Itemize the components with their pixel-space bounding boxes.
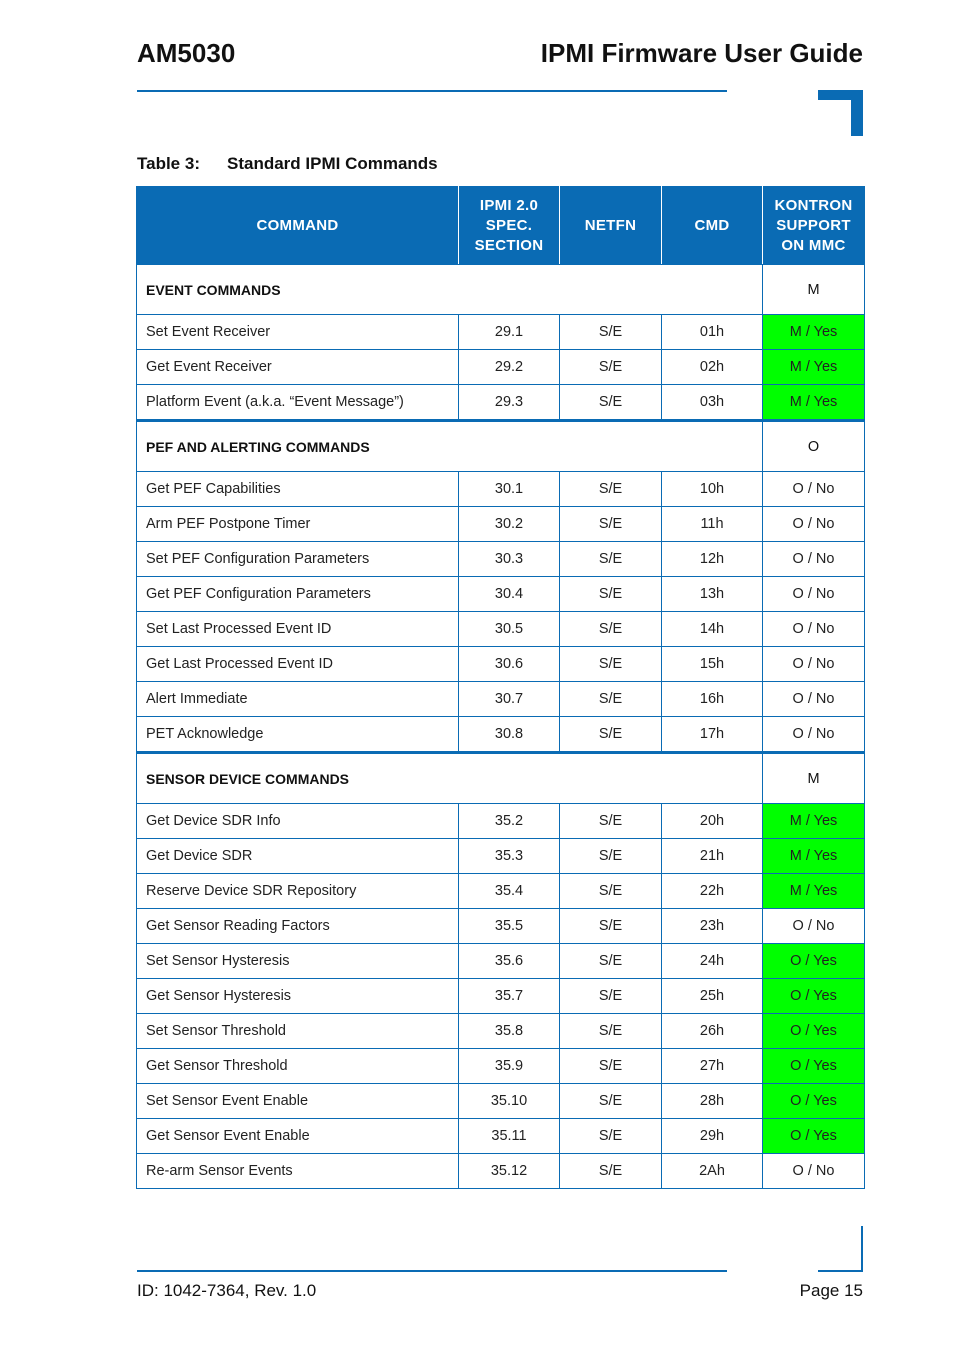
- spec-section-cell: 35.3: [459, 839, 560, 874]
- netfn-cell: S/E: [560, 1084, 662, 1119]
- command-cell: Get Sensor Hysteresis: [137, 979, 459, 1014]
- command-cell: Set Sensor Threshold: [137, 1014, 459, 1049]
- cmd-code-cell: 24h: [662, 944, 763, 979]
- support-cell: O / No: [763, 542, 865, 577]
- column-header-netfn: NETFN: [560, 187, 662, 265]
- support-cell: O / No: [763, 909, 865, 944]
- netfn-cell: S/E: [560, 350, 662, 385]
- spec-section-cell: 35.4: [459, 874, 560, 909]
- section-title: EVENT COMMANDS: [137, 265, 763, 315]
- netfn-cell: S/E: [560, 1154, 662, 1189]
- support-cell: M / Yes: [763, 874, 865, 909]
- table-body: [137, 265, 865, 1189]
- cmd-code-cell: 14h: [662, 612, 763, 647]
- section-title: PEF AND ALERTING COMMANDS: [137, 421, 763, 472]
- support-cell: O / Yes: [763, 1119, 865, 1154]
- cmd-code-cell: 13h: [662, 577, 763, 612]
- support-cell: O / Yes: [763, 944, 865, 979]
- support-cell: O / Yes: [763, 1084, 865, 1119]
- cmd-code-cell: 01h: [662, 315, 763, 350]
- cmd-code-cell: 17h: [662, 717, 763, 753]
- spec-section-cell: 30.8: [459, 717, 560, 753]
- netfn-cell: S/E: [560, 944, 662, 979]
- spec-section-cell: 35.11: [459, 1119, 560, 1154]
- page-number: Page 15: [799, 1281, 863, 1300]
- command-cell: Set Event Receiver: [137, 315, 459, 350]
- cmd-code-cell: 25h: [662, 979, 763, 1014]
- section-row: [137, 421, 865, 472]
- table-row: [137, 577, 865, 612]
- cmd-code-cell: 28h: [662, 1084, 763, 1119]
- spec-section-cell: 30.7: [459, 682, 560, 717]
- table-row: [137, 612, 865, 647]
- table-row: [137, 1119, 865, 1154]
- spec-section-cell: 35.12: [459, 1154, 560, 1189]
- cmd-code-cell: 23h: [662, 909, 763, 944]
- table-caption: [137, 154, 438, 174]
- netfn-cell: S/E: [560, 979, 662, 1014]
- spec-section-cell: 35.2: [459, 804, 560, 839]
- table-row: [137, 839, 865, 874]
- netfn-cell: S/E: [560, 507, 662, 542]
- cmd-code-cell: 29h: [662, 1119, 763, 1154]
- cmd-code-cell: 20h: [662, 804, 763, 839]
- netfn-cell: S/E: [560, 577, 662, 612]
- command-cell: Get Device SDR: [137, 839, 459, 874]
- spec-section-cell: 30.6: [459, 647, 560, 682]
- spec-section-cell: 29.1: [459, 315, 560, 350]
- cmd-code-cell: 16h: [662, 682, 763, 717]
- table-row: [137, 682, 865, 717]
- command-cell: Alert Immediate: [137, 682, 459, 717]
- table-row: [137, 804, 865, 839]
- table-row: [137, 1154, 865, 1189]
- column-header-support: KONTRON SUPPORT ON MMC: [763, 187, 865, 265]
- cmd-code-cell: 21h: [662, 839, 763, 874]
- netfn-cell: S/E: [560, 804, 662, 839]
- spec-section-cell: 30.4: [459, 577, 560, 612]
- ipmi-commands-table: [136, 186, 865, 1189]
- spec-section-cell: 30.2: [459, 507, 560, 542]
- spec-section-cell: 30.3: [459, 542, 560, 577]
- command-cell: Set Sensor Event Enable: [137, 1084, 459, 1119]
- netfn-cell: S/E: [560, 1049, 662, 1084]
- command-cell: Get Sensor Reading Factors: [137, 909, 459, 944]
- cmd-code-cell: 11h: [662, 507, 763, 542]
- section-row: [137, 753, 865, 804]
- footer-rule: [137, 1270, 727, 1272]
- cmd-code-cell: 02h: [662, 350, 763, 385]
- support-cell: O / No: [763, 612, 865, 647]
- section-mmc-support: M: [763, 753, 865, 804]
- support-cell: O / No: [763, 577, 865, 612]
- table-row: [137, 874, 865, 909]
- command-cell: Arm PEF Postpone Timer: [137, 507, 459, 542]
- command-cell: Get PEF Capabilities: [137, 472, 459, 507]
- header-corner-mark: [818, 90, 863, 136]
- table-row: [137, 944, 865, 979]
- netfn-cell: S/E: [560, 682, 662, 717]
- netfn-cell: S/E: [560, 839, 662, 874]
- spec-section-cell: 30.1: [459, 472, 560, 507]
- cmd-code-cell: 22h: [662, 874, 763, 909]
- spec-section-cell: 29.2: [459, 350, 560, 385]
- command-cell: Reserve Device SDR Repository: [137, 874, 459, 909]
- cmd-code-cell: 15h: [662, 647, 763, 682]
- table-number: Table 3:: [137, 154, 200, 173]
- netfn-cell: S/E: [560, 1119, 662, 1154]
- support-cell: M / Yes: [763, 315, 865, 350]
- table-row: [137, 647, 865, 682]
- spec-section-cell: 35.7: [459, 979, 560, 1014]
- command-cell: Get Device SDR Info: [137, 804, 459, 839]
- netfn-cell: S/E: [560, 1014, 662, 1049]
- table-row: [137, 979, 865, 1014]
- command-cell: Get Event Receiver: [137, 350, 459, 385]
- document-title: IPMI Firmware User Guide: [540, 38, 863, 68]
- section-title: SENSOR DEVICE COMMANDS: [137, 753, 763, 804]
- support-cell: M / Yes: [763, 385, 865, 421]
- support-cell: O / No: [763, 472, 865, 507]
- support-cell: O / No: [763, 717, 865, 753]
- support-cell: O / No: [763, 507, 865, 542]
- spec-section-cell: 35.10: [459, 1084, 560, 1119]
- column-header-cmd: CMD: [662, 187, 763, 265]
- cmd-code-cell: 12h: [662, 542, 763, 577]
- command-cell: Platform Event (a.k.a. “Event Message”): [137, 385, 459, 421]
- spec-section-cell: 29.3: [459, 385, 560, 421]
- table-row: [137, 542, 865, 577]
- netfn-cell: S/E: [560, 472, 662, 507]
- support-cell: O / No: [763, 647, 865, 682]
- section-row: [137, 265, 865, 315]
- table-row: [137, 1084, 865, 1119]
- netfn-cell: S/E: [560, 385, 662, 421]
- table-row: [137, 350, 865, 385]
- support-cell: O / Yes: [763, 1049, 865, 1084]
- command-cell: PET Acknowledge: [137, 717, 459, 753]
- command-cell: Set Sensor Hysteresis: [137, 944, 459, 979]
- table-row: [137, 909, 865, 944]
- support-cell: M / Yes: [763, 839, 865, 874]
- table-row: [137, 385, 865, 421]
- table-row: [137, 507, 865, 542]
- cmd-code-cell: 10h: [662, 472, 763, 507]
- table-row: [137, 717, 865, 753]
- table-title: Standard IPMI Commands: [227, 154, 438, 173]
- table-row: [137, 1014, 865, 1049]
- header-rule: [137, 90, 727, 92]
- spec-section-cell: 30.5: [459, 612, 560, 647]
- support-cell: O / Yes: [763, 1014, 865, 1049]
- cmd-code-cell: 2Ah: [662, 1154, 763, 1189]
- cmd-code-cell: 27h: [662, 1049, 763, 1084]
- support-cell: O / No: [763, 1154, 865, 1189]
- table-row: [137, 315, 865, 350]
- spec-section-cell: 35.6: [459, 944, 560, 979]
- command-cell: Get Sensor Threshold: [137, 1049, 459, 1084]
- column-header-spec-section: IPMI 2.0 SPEC. SECTION: [459, 187, 560, 265]
- product-name: AM5030: [137, 38, 236, 68]
- footer-corner-mark: [818, 1226, 863, 1272]
- command-cell: Set Last Processed Event ID: [137, 612, 459, 647]
- table-row: [137, 472, 865, 507]
- command-cell: Get Sensor Event Enable: [137, 1119, 459, 1154]
- spec-section-cell: 35.5: [459, 909, 560, 944]
- support-cell: M / Yes: [763, 350, 865, 385]
- command-cell: Get Last Processed Event ID: [137, 647, 459, 682]
- netfn-cell: S/E: [560, 542, 662, 577]
- column-header-command: COMMAND: [137, 187, 459, 265]
- netfn-cell: S/E: [560, 909, 662, 944]
- command-cell: Re-arm Sensor Events: [137, 1154, 459, 1189]
- command-cell: Set PEF Configuration Parameters: [137, 542, 459, 577]
- spec-section-cell: 35.9: [459, 1049, 560, 1084]
- cmd-code-cell: 26h: [662, 1014, 763, 1049]
- support-cell: O / No: [763, 682, 865, 717]
- table-header-row: [137, 187, 865, 265]
- table-row: [137, 1049, 865, 1084]
- netfn-cell: S/E: [560, 717, 662, 753]
- cmd-code-cell: 03h: [662, 385, 763, 421]
- document-id: ID: 1042-7364, Rev. 1.0: [137, 1281, 317, 1300]
- support-cell: O / Yes: [763, 979, 865, 1014]
- spec-section-cell: 35.8: [459, 1014, 560, 1049]
- netfn-cell: S/E: [560, 315, 662, 350]
- command-cell: Get PEF Configuration Parameters: [137, 577, 459, 612]
- section-mmc-support: O: [763, 421, 865, 472]
- netfn-cell: S/E: [560, 612, 662, 647]
- section-mmc-support: M: [763, 265, 865, 315]
- netfn-cell: S/E: [560, 874, 662, 909]
- support-cell: M / Yes: [763, 804, 865, 839]
- netfn-cell: S/E: [560, 647, 662, 682]
